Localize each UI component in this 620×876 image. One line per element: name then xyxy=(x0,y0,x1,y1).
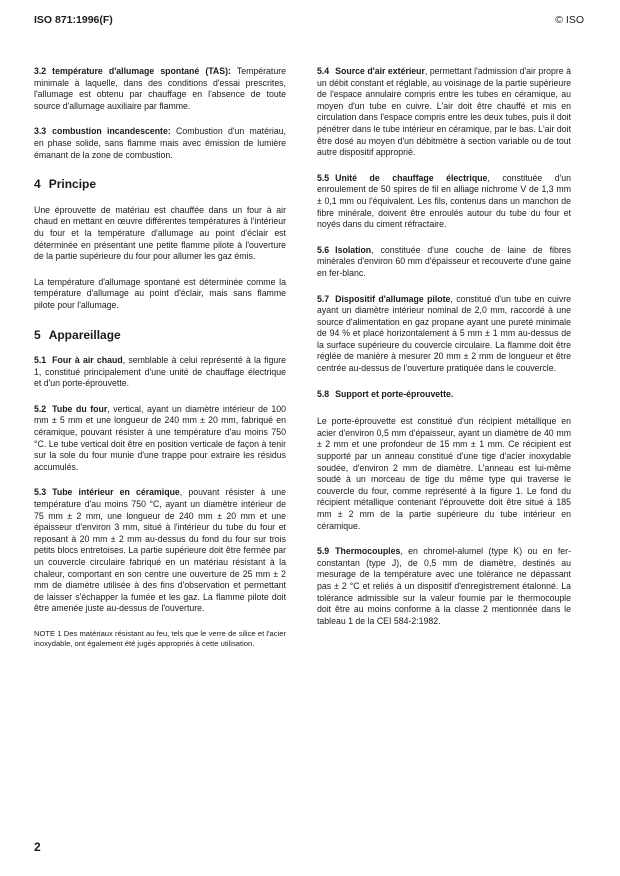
clause-term: Thermocouples xyxy=(335,546,401,557)
clause-number: 5.1 xyxy=(34,355,47,366)
clause-number: 5.2 xyxy=(34,403,47,414)
clause-text: , constitué d'un tube en cuivre ayant un diamètre intérieur nominal de 2,0 mm, raccordé à une source d'alimentation en gaz propane ayant une pureté minimale de 94 % et placé horizontalement à 5 mm ± 1 mm au-dessus de la surface supérieure du couvercle circulaire. La flamme doit être réglée de manière à mesurer 20 mm ± 2 mm de longueur et être centrée au-dessus de l'ouverture pratiquée dans le couvercle. xyxy=(317,293,571,374)
clause-text: , semblable à celui représenté à la figure 1, constitué principalement d'une unité de chauffage électrique et d'un porte-éprouvette. xyxy=(34,355,287,389)
clause-text: , pouvant résister à une température d'au moins 750 °C, ayant un diamètre intérieur de 75 mm ± 2 mm, une longueur de 240 mm ± 20 mm et une épaisseur d'environ 3 mm, situé à l'intérieur du tube du four et reposant à 20 mm ± 2 mm au-dessus du fond du four sur trois petits blocs entretoises. La partie supérieure doit être fermée par un couvercle circulaire fabriqué en un matériau résistant à la chaleur, comportant en son centre une ouverture de 25 mm ± 2 mm de diamètre utilisée à des fins d'observation et permettant de laisser s'échapper la fumée et les gaz. La flamme pilote doit être amenée juste au-dessus de l'ouverture. xyxy=(34,487,286,614)
clause-term: Tube du four xyxy=(52,403,108,414)
clause-term: Four à air chaud xyxy=(52,355,123,366)
page-number: 2 xyxy=(34,840,41,854)
clause-5-7 xyxy=(317,294,571,375)
clause-text: , permettant l'admission d'air propre à un débit constant et réglable, au voisinage de la partie supérieure de l'espace annulaire compris entre les tubes en céramique, au moyen d'un tube en cuivre. L'air doit être chauffé et mis en circulation dans l'espace compris entre les deux tubes, puis il doit pénétrer dans le tube intérieur en céramique, par le bas. L'air doit être dosé au moyen d'un débitmètre à section variable ou de tout autre dispositif approprié. xyxy=(317,66,572,158)
clause-term: Tube intérieur en céramique xyxy=(52,487,180,498)
paragraph-principle-1: Une éprouvette de matériau est chauffée dans un four à air chaud en mettant en œuvre différentes températures à l'intérieur du four et la température d'allumage au point d'éclair est déterminée en présentant une petite flamme pilote à l'ouverture de la partie supérieure du four pour allumer les gaz émis. xyxy=(34,204,286,262)
section-number: 5 xyxy=(34,327,41,342)
clause-number: 5.6 xyxy=(317,244,330,255)
right-column xyxy=(317,66,571,641)
clause-number: 3.3 xyxy=(34,126,47,137)
clause-number: 5.5 xyxy=(317,172,330,183)
clause-3-3 xyxy=(34,126,286,161)
section-heading-5 xyxy=(34,327,286,342)
clause-5-5 xyxy=(317,173,571,231)
left-column xyxy=(34,66,286,660)
clause-number: 5.4 xyxy=(317,66,330,76)
section-title: Principe xyxy=(48,177,97,192)
clause-5-6 xyxy=(317,245,571,280)
clause-text: , constituée d'une couche de laine de fibres minérales d'environ 60 mm d'épaisseur et recouverte d'une gaine en fer-blanc. xyxy=(317,244,571,278)
section-heading-4 xyxy=(34,179,286,191)
copyright-mark: © ISO xyxy=(555,14,584,26)
clause-number: 5.9 xyxy=(317,546,330,557)
clause-5-8 xyxy=(317,389,571,401)
paragraph-specimen-holder: Le porte-éprouvette est constitué d'un récipient métallique en acier d'environ 0,5 mm d'épaisseur, ayant un diamètre de 40 mm ± 2 mm et une profondeur de 15 mm ± 1 mm. Ce récipient est supporté par un anneau constitué d'une tige d'acier inoxydable soudée, d'environ 2 mm de diamètre. L'anneau est lui-même soudé à un morceau de tige du même type qui traverse le couvercle du four, comme représenté à la figure 1. Le fond du récipient métallique contenant l'éprouvette doit être situé à 185 mm ± 2 mm de la partie supérieure du tube intérieur en céramique. xyxy=(317,416,571,531)
clause-text: Combustion d'un matériau, en phase solide, sans flamme mais avec émission de lumière émanant de la zone de combustion. xyxy=(34,126,286,160)
clause-5-4 xyxy=(317,66,571,159)
clause-text: , vertical, ayant un diamètre intérieur de 100 mm ± 5 mm et une longueur de 240 mm ± 20 mm, fabriqué en céramique, pouvant résister à une température d'au moins 750 °C. Le tube vertical doit être en position verticale de façon à tenir sur la sole du four munie d'une trappe pour extraire les résidus accumulés. xyxy=(34,403,286,472)
section-title: Appareillage xyxy=(48,327,121,342)
clause-text: Température minimale à laquelle, dans des conditions d'essai prescrites, l'allumage est obtenu par chauffage en l'absence de toute source d'allumage auxiliaire par flamme. xyxy=(34,66,286,111)
clause-5-3 xyxy=(34,487,286,615)
clause-number: 3.2 xyxy=(34,66,47,76)
clause-term: Source d'air extérieur xyxy=(335,66,425,76)
clause-term: Isolation xyxy=(335,244,372,255)
clause-term: Support et porte-éprouvette. xyxy=(335,388,454,399)
standard-reference: ISO 871:1996(F) xyxy=(34,14,113,26)
clause-number: 5.7 xyxy=(317,293,330,304)
clause-term: Unité de chauffage électrique xyxy=(335,172,488,183)
clause-text: , en chromel-alumel (type K) ou en fer-constantan (type J), de 0,5 mm de diamètre, destinés au mesurage de la température avec une tolérance ne dépassant pas ± 2 °C et reliés à un dispositif d'enregistrement étalonné. La tolérance admissible sur la valeur fournie par le thermocouple doit être au moins conforme à la classe 2 mentionnée dans le tableau 1 de la CEI 584-2:1982. xyxy=(317,546,571,626)
clause-5-9 xyxy=(317,546,571,627)
section-number: 4 xyxy=(34,177,41,192)
clause-3-2 xyxy=(34,66,286,112)
paragraph-principle-2: La température d'allumage spontané est déterminée comme la température d'allumage au point d'éclair, mais sans flamme pilote pour l'allumage. xyxy=(34,276,286,310)
clause-term: température d'allumage spontané (TAS): xyxy=(52,66,231,76)
clause-number: 5.8 xyxy=(317,388,330,399)
clause-term: combustion incandescente: xyxy=(52,126,171,137)
clause-text: , constituée d'un enroulement de 50 spires de fil en alliage nichrome V de 1,3 mm ± 0,1 mm ou l'équivalent. Les fils, contenus dans un manchon de fibre minérale, doivent être enroulés autour du tube du four et noyés dans du ciment réfractaire. xyxy=(317,172,572,230)
clause-5-1 xyxy=(34,355,286,390)
clause-term: Dispositif d'allumage pilote xyxy=(335,293,451,304)
clause-number: 5.3 xyxy=(34,487,47,498)
note-1: NOTE 1 Des matériaux résistant au feu, tels que le verre de silice et l'acier inoxydable, ont également été jugés appropriés à cette utilisation. xyxy=(34,628,286,649)
clause-5-2 xyxy=(34,404,286,474)
